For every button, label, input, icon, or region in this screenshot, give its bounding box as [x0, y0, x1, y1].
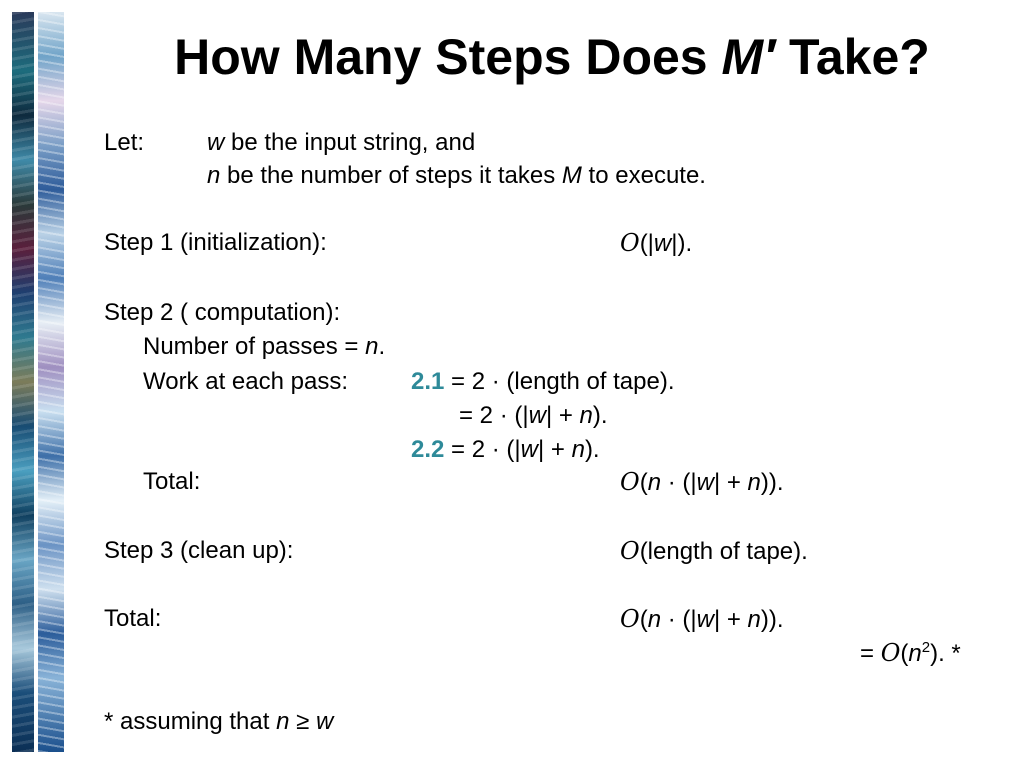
total-simplified — [860, 638, 961, 669]
let-text-3: to execute. — [581, 162, 706, 189]
work-item-2-2 — [411, 435, 600, 465]
big-o-symbol: O — [620, 468, 640, 496]
total-plus: | + — [713, 469, 748, 496]
var-w: w — [528, 402, 546, 429]
var-n: n — [207, 162, 221, 189]
step1-cost-open: (| — [639, 230, 654, 257]
big-o-symbol: O — [620, 605, 640, 633]
paren-open: ( — [639, 469, 648, 496]
var-n: n — [365, 333, 379, 360]
var-w: w — [315, 708, 334, 735]
step1-label: Step 1 (initialization): — [104, 229, 327, 256]
item-number-2-1: 2.1 — [411, 368, 445, 395]
item-text-2-1: = 2 · (length of tape). — [444, 368, 675, 395]
total-end: )). — [760, 606, 784, 633]
geq-symbol: ≥ — [289, 708, 316, 735]
work-item-2-1 — [411, 367, 675, 397]
big-o-symbol: O — [620, 537, 640, 565]
big-o-symbol: O — [620, 229, 640, 257]
var-n: n — [276, 708, 290, 735]
var-w: w — [696, 606, 714, 633]
step2-passes — [143, 332, 385, 362]
let-line-2 — [207, 161, 706, 191]
item1b-mid: | + — [545, 402, 580, 429]
total-label: Total: — [104, 605, 162, 632]
item2-mid: | + — [537, 436, 572, 463]
step2-total-label: Total: — [143, 468, 201, 495]
item2-end: ). — [584, 436, 600, 463]
item1b-end: ). — [592, 402, 608, 429]
var-n: n — [579, 402, 593, 429]
total-end: )). — [760, 469, 784, 496]
step1-cost — [620, 228, 692, 259]
decorative-strip-light — [38, 12, 64, 752]
slide-title — [80, 28, 1024, 86]
title-text: How Many Steps Does — [174, 29, 722, 85]
step3-cost-text: (length of tape). — [639, 538, 808, 565]
exponent: 2 — [921, 639, 931, 656]
title-text-end: Take? — [775, 29, 930, 85]
total-cost — [620, 604, 784, 635]
passes-label: Number of passes = — [143, 333, 366, 360]
var-n: n — [647, 606, 662, 633]
passes-dot: . — [378, 333, 386, 360]
step2-label: Step 2 ( computation): — [104, 299, 341, 326]
var-w: w — [696, 469, 714, 496]
total-mid: · (| — [661, 606, 697, 633]
paren-open: ( — [639, 606, 648, 633]
step1-cost-close: |). — [671, 230, 693, 257]
footnote — [104, 707, 333, 737]
var-w: w — [520, 436, 538, 463]
var-n: n — [908, 640, 922, 667]
decorative-strip-dark — [12, 12, 34, 752]
work-label: Work at each pass: — [143, 368, 348, 395]
work-item-2-1b — [459, 401, 608, 431]
item-number-2-2: 2.2 — [411, 436, 445, 463]
big-o-symbol: O — [880, 639, 901, 667]
var-n: n — [747, 606, 761, 633]
let-text-2: be the number of steps it takes — [220, 162, 562, 189]
let-line-1 — [207, 128, 475, 158]
eq-end: ). * — [930, 640, 961, 667]
paren-open: ( — [900, 640, 909, 667]
total-plus: | + — [713, 606, 748, 633]
footnote-text: * assuming that — [104, 708, 277, 735]
let-text-1: be the input string, and — [224, 129, 476, 156]
title-variable: M′ — [721, 29, 776, 85]
var-w: w — [653, 230, 672, 257]
step3-cost — [620, 536, 808, 567]
var-n: n — [747, 469, 761, 496]
equals: = — [860, 640, 881, 667]
var-m: M — [561, 162, 582, 189]
var-n: n — [571, 436, 585, 463]
let-label: Let: — [104, 129, 145, 156]
step2-total-cost — [620, 467, 784, 498]
var-w: w — [207, 129, 225, 156]
step3-label: Step 3 (clean up): — [104, 537, 294, 564]
var-n: n — [647, 469, 662, 496]
item1b-pre: = 2 · (| — [459, 402, 529, 429]
total-mid: · (| — [661, 469, 697, 496]
item2-pre: = 2 · (| — [444, 436, 521, 463]
